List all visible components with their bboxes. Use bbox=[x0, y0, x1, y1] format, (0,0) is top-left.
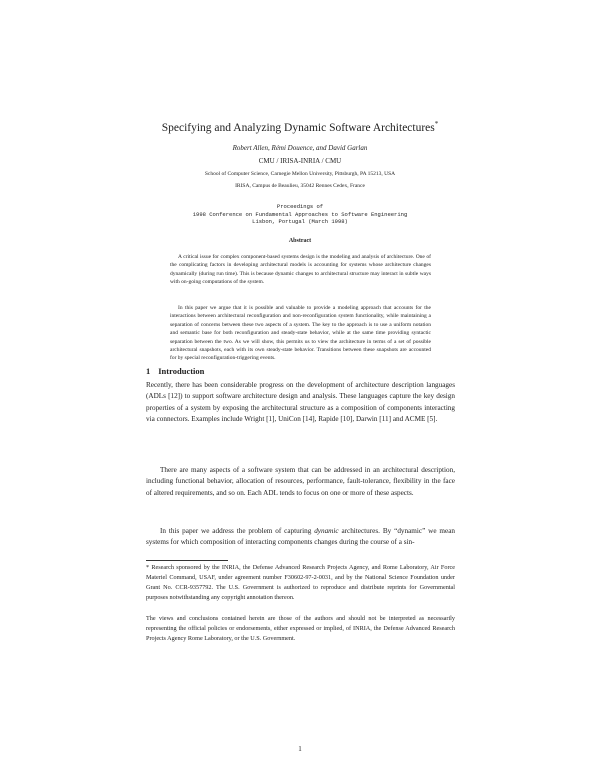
body-paragraph-3-start: In this paper we address the problem of capturing bbox=[160, 527, 315, 535]
proceedings-block bbox=[0, 203, 600, 226]
abstract-paragraph-1: A critical issue for complex component-based systems design is the modeling and analysis of architecture. One of the complicating factors in developing architectural models is accounting for systems whose architecture changes dynamically (during run time). This is because dynamic changes to architectural structure may interact in subtle ways with on-going computations of the system. bbox=[170, 254, 431, 286]
abstract-paragraph-2: In this paper we argue that it is possible and valuable to provide a modeling approach that accounts for the interactions between architectural reconfiguration and non-reconfiguration system functionality, while maintaining a separation of concerns between these two aspects of a system. The key to the approach is to use a uniform notation and semantic base for both reconfiguration and steady-state behavior, while at the same time providing syntactic separation between the two. As we will show, this permits us to view the architecture in terms of a set of possible architectural snapshots, each with its own steady-state behavior. Transitions between these snapshots are accounted for by special reconfiguration-triggering events. bbox=[170, 305, 431, 362]
footnote-rule bbox=[146, 560, 228, 561]
author-list: Robert Allen, Rémi Douence, and David Garlan bbox=[232, 144, 368, 152]
paper-title-text: Specifying and Analyzing Dynamic Software Architectures bbox=[161, 121, 435, 134]
footnote-2: The views and conclusions contained herein are those of the authors and should not be interpreted as necessarily representing the official policies or endorsements, either expressed or implied, of INRIA, the Defense Advanced Research Projects Agency Rome Laboratory, or the U.S. Government. bbox=[146, 615, 455, 642]
body-paragraph-1: Recently, there has been considerable progress on the development of architecture description languages (ADLs [12]) to support software architecture design and analysis. These languages capture the key design properties of a system by exposing the architectural structure as a composition of components interacting via connectors. Examples include Wright [1], UniCon [14], Rapide [10], Darwin [11] and ACME [5]. bbox=[146, 381, 455, 423]
title-footnote-mark: * bbox=[434, 120, 439, 128]
section-title: Introduction bbox=[158, 366, 205, 376]
body-paragraph-2: There are many aspects of a software system that can be addressed in an architectural description, including functional behavior, allocation of resources, performance, fault-tolerance, flexibility in the face of altered requirements, and so on. Each ADL tends to focus on one or more of these aspects. bbox=[146, 466, 455, 497]
proceedings-line-1: Proceedings of bbox=[276, 203, 324, 210]
affiliation: CMU / IRISA-INRIA / CMU bbox=[258, 157, 342, 165]
abstract-heading: Abstract bbox=[288, 238, 312, 244]
address-cmu: School of Computer Science, Carnegie Mellon University, Pittsburgh, PA 15213, USA bbox=[204, 171, 396, 177]
body-paragraph-3 bbox=[146, 526, 455, 549]
section-heading bbox=[146, 366, 212, 376]
emphasis-dynamic: dynamic bbox=[314, 527, 339, 535]
address-irisa: IRISA, Campus de Beaulieu, 35042 Rennes Cedex, France bbox=[235, 183, 365, 189]
page-number: 1 bbox=[298, 745, 302, 753]
proceedings-line-3: Lisbon, Portugal (March 1998) bbox=[252, 218, 348, 225]
proceedings-line-2: 1998 Conference on Fundamental Approaches to Software Engineering bbox=[192, 210, 408, 218]
footnote-1: * Research sponsored by the INRIA, the Defense Advanced Research Projects Agency, and Rome Laboratory, Air Force Materiel Command, USAF, under agreement number F30602-97-2-0031, and by the National Science Foundation under Grant No. CCR-9357792. The U.S. Government is authorized to reproduce and distribute reprints for Governmental purposes notwithstanding any copyright annotation thereon. bbox=[146, 564, 455, 601]
paper-title bbox=[0, 120, 600, 134]
body-paragraph-3-end: architectures. By “dynamic” we mean systems for which composition of interacting components changes during the course of a sin- bbox=[146, 527, 455, 547]
section-number: 1 bbox=[146, 366, 151, 376]
